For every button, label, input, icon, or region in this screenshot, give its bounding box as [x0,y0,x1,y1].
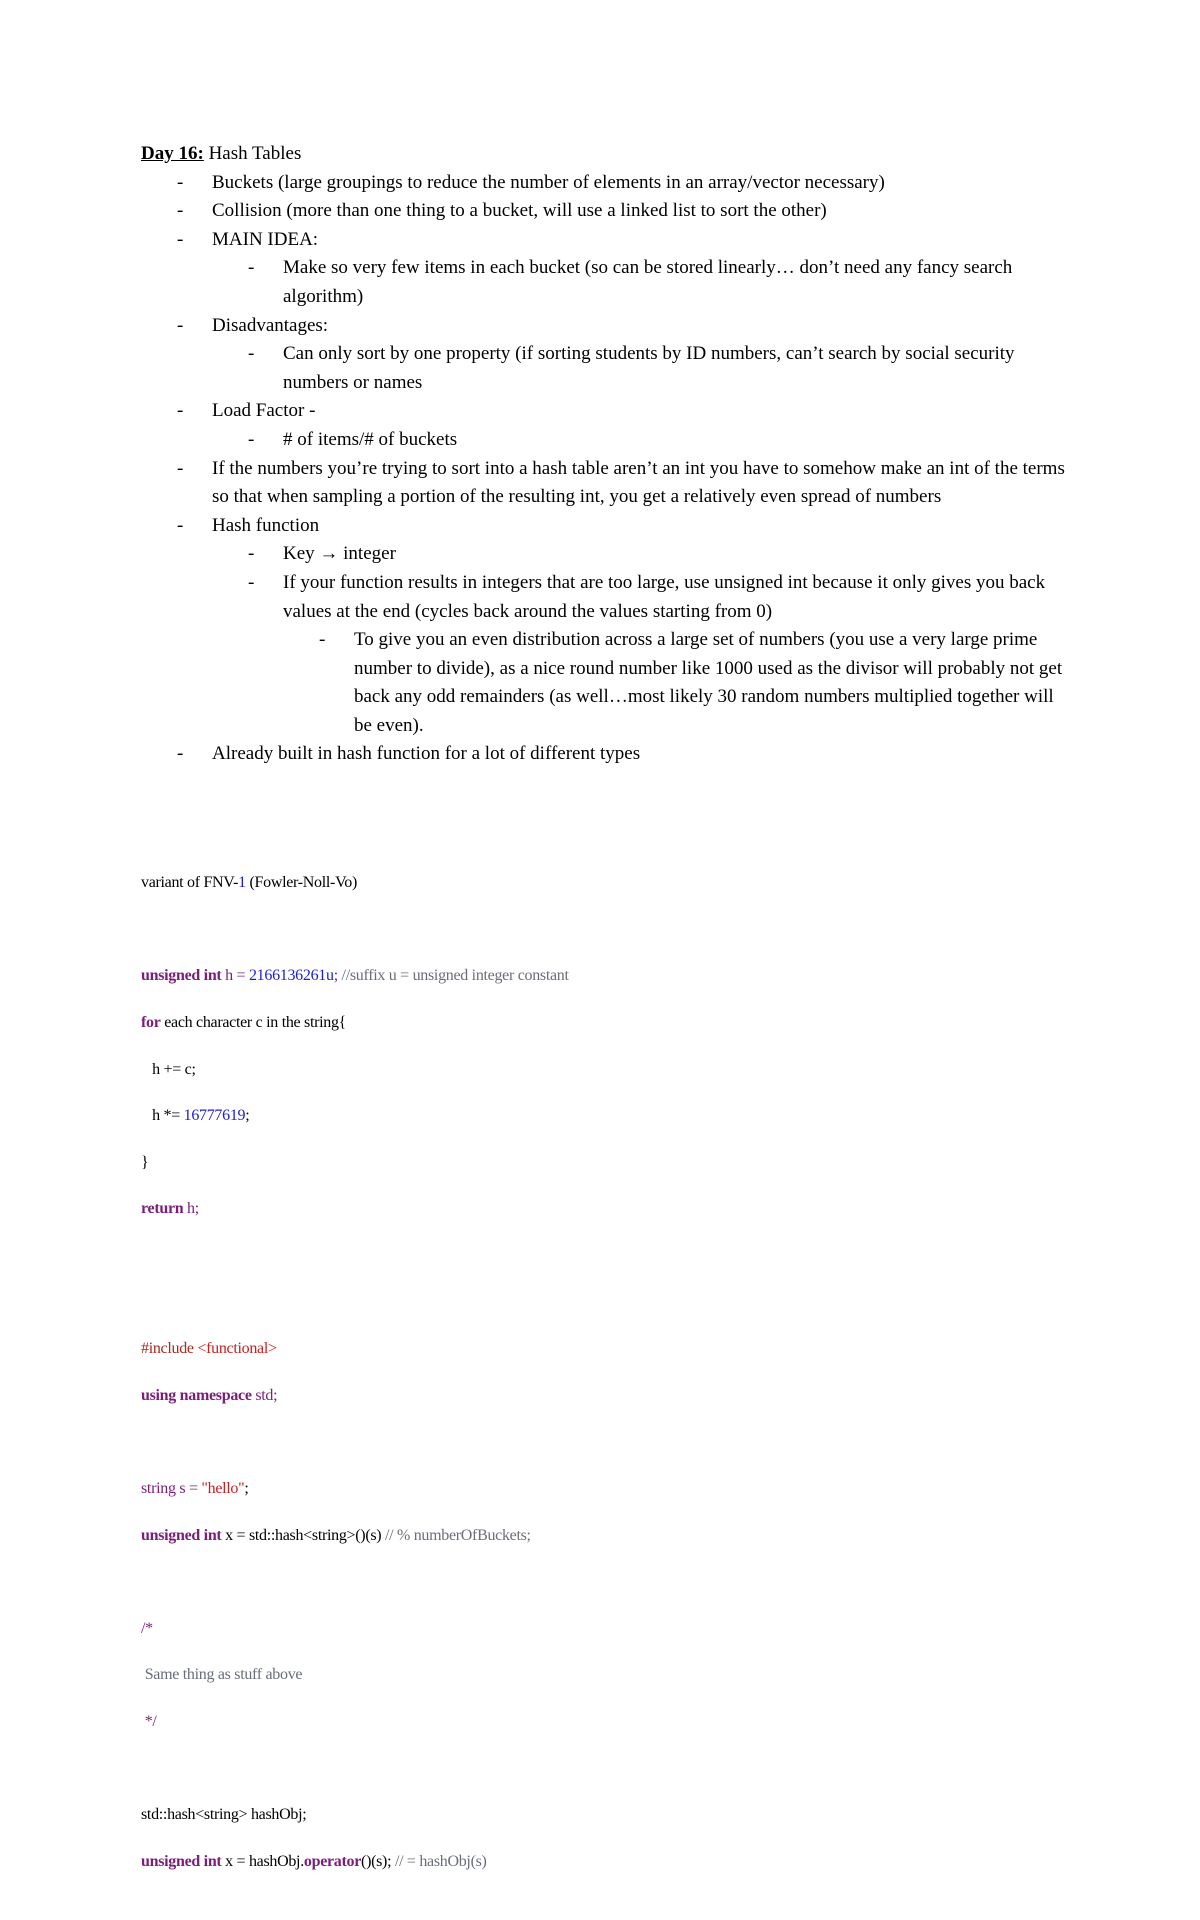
block-comment-close: */ [141,1712,157,1730]
code-text: h += c; [141,1060,196,1078]
dash-bullet: - [177,171,184,193]
keyword: operator [303,1852,362,1870]
keyword: return [141,1200,184,1218]
dash-bullet: - [177,228,184,250]
fnv-caption-number: 1 [238,874,246,892]
bullet-item [141,197,1071,226]
keyword: for [141,1014,161,1032]
bullet-item [141,512,1071,741]
bullet-text: Disadvantages: [212,314,329,336]
code-line [141,1058,1041,1081]
sub-bullet-text: Can only sort by one property (if sorting students by ID numbers, can’t search by social security numbers or names [283,343,1015,393]
sub-sub-bullet-text: To give you an even distribution across a large set of numbers (you use a very large prime number to divide), as a nice round number like 1000 used as the divisor will probably not get back any odd remainders (as well…most likely 30 random numbers multiplied together will be even). [354,629,1063,736]
dash-bullet: - [248,571,255,593]
code-comment: // = hashObj(s) [394,1852,487,1870]
dash-bullet: - [177,457,184,479]
code-line [141,1011,1041,1034]
blank-line [141,1570,1041,1593]
string-literal: "hello" [201,1480,245,1498]
notes-title [141,140,1071,169]
punctuation: ; [245,1107,250,1125]
sub-list [212,254,1071,311]
sub-sub-bullet-item [283,626,1071,740]
bullet-item [141,455,1071,512]
blank-line [141,1757,1041,1780]
title-day: Day 16: [141,143,204,164]
dash-bullet: - [177,514,184,536]
bullet-item [141,169,1071,198]
sub-bullet-item [212,340,1071,397]
punctuation: ; [244,1480,249,1498]
bullet-text: Hash function [212,514,320,536]
fnv-caption-text: variant of FNV- [141,874,239,892]
bullet-item [141,397,1071,454]
code-line [141,1803,1041,1826]
blank-line [141,1244,1041,1267]
sub-bullet-text: # of items/# of buckets [283,428,458,450]
bullet-text: Load Factor - [212,400,316,422]
fnv-caption [141,871,1041,894]
bullet-text: Collision (more than one thing to a bucket, will use a linked list to sort the other) [212,200,827,222]
blank-line [141,1291,1041,1314]
code-line [141,1151,1041,1174]
code-line [141,1384,1041,1407]
keyword: unsigned int [141,1852,222,1870]
bullet-item [141,740,1071,769]
code-text: x = hashObj. [221,1852,304,1870]
fnv-caption-name: (Fowler-Noll-Vo) [245,874,357,892]
code-line [141,1663,1041,1686]
code-text: each character c in the string{ [160,1014,347,1032]
code-line [141,1524,1041,1547]
sub-list [212,426,1071,455]
blank-line [141,918,1041,941]
code-line [141,1477,1041,1500]
keyword: unsigned int [141,967,222,985]
bullet-list [141,169,1071,769]
title-topic: Hash Tables [203,143,302,164]
code-text: } [141,1153,149,1171]
code-line [141,1850,1041,1873]
code-comment: //suffix u = unsigned integer constant [341,967,569,985]
variable: h; [183,1200,199,1218]
dash-bullet: - [177,314,184,336]
bullet-text: Buckets (large groupings to reduce the number of elements in an array/vector necessary) [212,171,885,193]
dash-bullet: - [248,543,255,565]
variable: string s = [141,1480,202,1498]
lecture-notes [141,140,1071,769]
code-section [141,848,1041,1920]
sub-sub-list [283,626,1071,740]
code-comment: // % numberOfBuckets; [385,1526,531,1544]
sub-bullet-text: Key → integer [283,543,396,565]
block-comment-open: /* [141,1619,153,1637]
sub-bullet-item [212,569,1071,741]
block-comment-text: Same thing as stuff above [141,1666,303,1684]
code-line [141,964,1041,987]
dash-bullet: - [177,400,184,422]
keyword: using namespace [141,1386,252,1404]
code-text: x = std::hash<string>()(s) [221,1526,385,1544]
bullet-item [141,226,1071,312]
include-header: <functional> [197,1340,277,1358]
variable: std; [251,1386,278,1404]
dash-bullet: - [248,428,255,450]
code-text: ()(s); [361,1852,395,1870]
preprocessor-directive: #include [141,1340,198,1358]
code-line [141,1617,1041,1640]
number-literal: 2166136261u [248,967,334,985]
bullet-text: Already built in hash function for a lot of different types [212,743,641,765]
code-line [141,1337,1041,1360]
blank-line [141,1430,1041,1453]
dash-bullet: - [248,257,255,279]
dash-bullet: - [248,343,255,365]
code-line [141,1104,1041,1127]
code-text: h *= [141,1107,184,1125]
dash-bullet: - [319,629,326,651]
code-text: std::hash<string> hashObj; [141,1806,307,1824]
punctuation: ; [333,967,342,985]
sub-bullet-text: Make so very few items in each bucket (so can be stored linearly… don’t need any fancy search algorithm) [283,257,1013,307]
sub-bullet-text: If your function results in integers that are too large, use unsigned int because it only gives you back values at the end (cycles back around the values starting from 0) [283,571,1046,622]
dash-bullet: - [177,200,184,222]
sub-list [212,340,1071,397]
sub-bullet-item [212,426,1071,455]
sub-list [212,540,1071,740]
sub-bullet-item [212,540,1071,569]
code-line [141,1197,1041,1220]
bullet-item [141,312,1071,398]
number-literal: 16777619 [183,1107,246,1125]
sub-bullet-item [212,254,1071,311]
code-line [141,1710,1041,1733]
bullet-text: If the numbers you’re trying to sort into a hash table aren’t an int you have to somehow make an int of the terms so that when sampling a portion of the resulting int, you get a relatively even spread of numbers [212,457,1065,508]
dash-bullet: - [177,743,184,765]
keyword: unsigned int [141,1526,222,1544]
variable: h = [221,967,249,985]
bullet-text: MAIN IDEA: [212,228,319,250]
